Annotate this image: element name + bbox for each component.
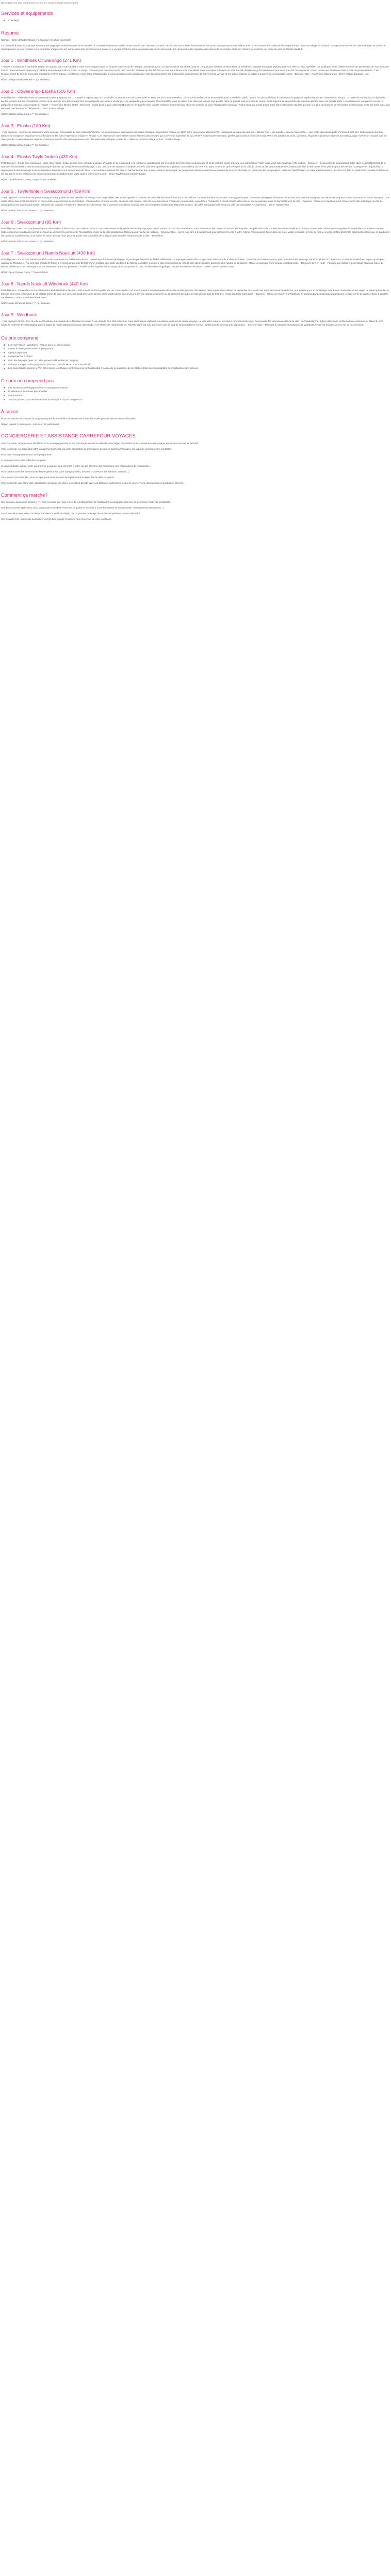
day-3-text: - Petit déjeuner - Journée de safari dans votre véhicule. Découverte du parc national d'Etosha, l'un des principaux sanctuaires animaliers d'Afrique, et proclamé réserve en 1907 par le gouverneur allemand Von Lindequist. Le cœur du parc est « Etosha Pan », qui signifie « lieu de l'eau sèche », une vaste dépression plate d'environ 5 000 km². Cette grande étendue blanche au mirages et truqueuse se confondant en fait avec l'expérience unique en Afrique ! 144 espèces de mammifères sont présentes dans ce parc qui couvre une superficie de 22 270 km². Cette locale éléphants, girafes, gnous bleus, rhinocéros noir. Parmi les prédateurs, lions, guépards, léopards et plusieurs espèces de chat sauvage. Hyènes et chacals sont les charognards. Il existe diverses espèces d'antilopes dont le rôle est majestueuse à la plus petite des antilopes, le dik-dik. - Déjeuner : Etosha Village - Dîner : Etosha Village bbox=[1, 130, 387, 141]
day-1-text: - Accueil et assistance à l'aéroport. Départ en autocar avec votre guide). Il vous accompagnera tout au long de votre circuit de l'aéroport Windhoek (Jour 1) à l'aéroport de Windhoek (Jour 9) - À quelques dizaines de kilomètres de Windhoek, la petite bourgade d'Okahandja vous offre un stop agréable. Les boutiques de la célèbre sont en vue permettent de vous délasser tout en ordonnant avec beaucoup d'habileté avant de reprendre la route. Le Lodge, construit pour concerter sur la petit nord de l'artisanal qui but fait face et dont les artisans sont spécialisés dans le sculpture d'objets en bois. La ville d'Otjiwarongo fut initialement une base pour les missionnaires, et son histoire est étroitement liée à celle du peuple Herero. C'est l'emplacement de l'un de leurs plus importants centres tribaux. À l'intérieur et à la sortie d'Okahandja, les deux petits marchés artisanaux, sont des lieux prisés par les touristes en recherche de souvenirs de voyage et les achats réalisés ici aident à soutenir la communauté locale. - Déjeuner libre - Route pour Otjiwarongo - Dîner: Village Boutique Hôtel bbox=[1, 65, 389, 75]
day-7-title: Jour 7 : Swakopmund Namib Naukluft (430 Km) bbox=[1, 250, 95, 256]
services-list bbox=[1, 19, 390, 23]
concierge-bullet: Vous pouvez par exemple, vous occuper pour vous, de votre enregistrement en ligne dès la veille du départ bbox=[1, 476, 114, 479]
list-item: Tout ce qui n'est pas mentionné dans la rubrique « Ce prix comprend » bbox=[1, 398, 390, 402]
day-8-text: Petit déjeuner - Entrée dans le Parc National Namib Naukluft à Sesriem - Découverte de l'incroyable site de « Sossusvlei » où vous trouverez les plus hautes dunes du monde (plus de 300 mètres) dans le plus vieux désert de la planète ! Le Namib est aussi la mouvance de l'ocre, une palette qui a un fantastique aux dunes constituées d'une vague de sable qui évolue en fonction des vents. Ascension de la célèbre Dune 45 pour une vue époustouflante sur le désert. Visite du Deadvlei, une ancienne cuvette argileuse blanche où se dressent des arbres morts depuis plus de 900 ans, créant un décor surréaliste. - Déjeuner - Route de retour vers Windhoek en passant par des paysages grandioses. Arrivée en fin de journée dans la capitale namibienne. - Dîner: Avani Windhoek Hotel bbox=[1, 289, 390, 299]
includes-title: Ce prix comprend bbox=[1, 335, 39, 341]
list-item: Les excédents de bagages selon la compagnie aérienne bbox=[1, 386, 390, 390]
day-6-text: Petit déjeuner 07H00 - Embarquement pour une croisière à destination de « Pelican Point ». Les eaux calmes du lagon de Walvis Bay regorgent de vie marine. À bord de votre bateau, vous observerez les otaries à fourrure, les dauphins, les pélicans et de nombreuses autres espèces d'oiseaux marins. Des huîtres accompagnées de vin pétillant vous seront servies. Cette expérience inoubliable permet à chacun de découvrir la richesse de l'écosystème marin de la côte namibienne. Retour au port en fin de matinée. - Déjeuner libre - Après-midi libre à Swakopmund pour découvrir la ville à votre rythme. Vous pourrez flâner dans les rues, visiter le musée, le front de mer ou encore profiter d'activités optionnelles telles que le quad dans les dunes, le sandboarding ou le survol en avion. Le soir, vous pourrez goûter aux spécialités de la région dans l'un des restaurants de la ville. - Dîner libre bbox=[1, 227, 390, 237]
day-9-title: Jour 9 : Windhoek bbox=[1, 312, 37, 317]
day-8-title: Jour 8 : Namib Naukluft Windhoek (440 Km) bbox=[1, 281, 88, 286]
list-item: Guide et transport selon programme (du Jour 1 Windhoek au Jour 9 Windhoek) bbox=[1, 363, 390, 367]
day-7-hotel: Hôtel : Desert Quiver Camp *** (ou similaire) bbox=[1, 270, 48, 274]
day-5-text: - Petit déjeuner - Visite d'un site paléontologique remarquable, la forêt pétrifiée, lui le long d'une large vallée, des arbres appelés Cordaites, de la famille des Pins, furent il y a 125 millions d'années étendus durant des crues gigantesques. Provenant de régions lointaines ces arbres, dont certains atteignent 30 mètres de longueur et sont convertis en pierre. Marques d'une vallée et leur bois s'est transformé en pierre grâce au processus de silicification - Continuation vers Uis. La ville, ancienne ville minière, doit son nom au minerai d'étain qui y était extrait. Aujourd'hui, l'extraction a cessé mais la ville reste un lieu de passage entre le Damaraland et la côte. - Déjeuner - Route vers Swakopmund. Située sur la côte atlantique, la ville de Swakopmund est la principale station balnéaire de Namibie. Fondée en 1892 par les Allemands, elle a conservé un charme colonial. Ses rues élégantes bordées de bâtiments anciens, de cafés et boutiques donnent à la ville une atmosphère européenne. - Dîner: Atlantic Villa bbox=[1, 196, 390, 206]
list-item: Parc des bagages (avec un hébergement indépendant et camping) bbox=[1, 359, 390, 363]
list-item: 8 nuits d'hébergement selon le programme bbox=[1, 347, 390, 351]
day-4-text: Petit déjeuner - Route pour Kamanjab - Visite d'un village Himba, peuple semi-nomade originaire d'Angola et du Kaokoland. Les Himba se caractérisent par leur allure très fière, leurs peaux rouge et leurs coiffures ayant chacune une signification. Votre guide vous initiera à toute cette culture. - Déjeuner - Découverte du Damaraland, Situé dans le quart Nord-Est de la Namibie, le Damaraland doit son nom au peuple damara qui compose l'essentiel du pays. C'est une zone de transition, inhabitée, entre la côte des squelettes et le plateau broussailleux du centre du pays. À mesure qu'il s'éloigne de la côte, le climat se fait plus probablement, laissant derrière lui les dunes et les plaines pour des roches montagnes et. Aujourd'hui, la région n'est le dernier refuge où l'on vit quelque rhinocéros noir et éléphants du désert. Ces animaux survivent le plus en harmonie pour leur source. Visite et des peuple, le Damaraland révèle de nombreux témoins de la roche et révèle (ou gravures) des des peuples - Visite de Twyfelfontein, au cœur du Damaraland, inscrit sur la liste du patrimoine mondial de l'Unesco. Ce site gravé et ses centaines de gravures rupestres constituent une vaste galerie d'art à ciel ouvert. - Dîner: Twyfelfontein Country Lodge bbox=[1, 161, 389, 175]
summary-text: Ce circuit de 8 nuits vous plonge au coeur des paysages emblématiques de la Namibie. À combiner l'observation de la faune dans le parc national d'Etosha, réputé pour ses scènes étonnantes et ses points d'eau propices aux safaris, avec la découverte des traditions du peuple Himba dans une village reconstitué. Vous poursuivrez vers la côte atlantique et la ville de Swakopmund, où une croisière vous permettra d'approcher les otaries dans leur environnement naturel. Le voyage s'achève dans la somptueuse désert du Namib, à la découverte des majestueuses dunes de Sossusvlei et de son célèbre lac asséché, au coeur du parc du Namib-Naukluft. bbox=[1, 44, 386, 50]
summary-title: Résumé bbox=[1, 30, 19, 36]
day-3-hotel: Hôtel : Etosha Village Lodge *** (ou similaire) bbox=[1, 143, 49, 146]
day-1-title: Jour 1 : Windhoek Otjiwarongo (271 Km) bbox=[1, 57, 82, 63]
day-5-hotel: Hôtel : Atlantic Villa Guest House *** (ou similaire) bbox=[1, 209, 54, 212]
list-item: Les vols France - Windhoek - France avec ou sans escales bbox=[1, 343, 390, 347]
day-2-hotel: Hôtel : Etosha Village Lodge *** (ou similaire) bbox=[1, 112, 49, 115]
how-text: Une nouvelle fois, nous vous souhaitons un très bon voyage et laissez-vous remercier de votre confiance. bbox=[1, 518, 112, 521]
list-item: Les boissons bbox=[1, 394, 390, 398]
savoir-text: Pour des raisons techniques, le programme peut être modifié ou inversé mais toutes les visites prévues seront toutes effectuées. bbox=[1, 417, 136, 420]
excludes-title: Ce prix ne comprend pas bbox=[1, 378, 54, 383]
savoir-departure: Départ garanti 2 participants - maximum 16 participants bbox=[1, 423, 59, 426]
concierge-availability: Votre concierge est disponible 24/7, uniquement par chat, via votre application de messagerie sécurisée Carrefour Voyages, sur laquelle vous pouvez le contacter : bbox=[1, 448, 172, 451]
day-4-hotel: Hôtel : Twyfelfontein Country Lodge *** (ou similaire) bbox=[1, 178, 56, 181]
list-item: 6 déjeuners et 7 dîners bbox=[1, 354, 390, 359]
summary-subtitle: Namibie - Entre désert mythique, vie sauvage et culture ancestrale bbox=[1, 38, 71, 41]
page bbox=[0, 0, 391, 526]
list-item: Pourboires et dépenses personnelles bbox=[1, 389, 390, 394]
breadcrumb[interactable]: Description Ce prix comprend / Ce prix ne comprend pas Conciergerie bbox=[1, 2, 78, 5]
how-text: Une fois connecté après deux clics, vous pourrez modifier votre mot de passe et accéder à vos informations de voyage (vols, hébergements, documents...) bbox=[1, 506, 164, 510]
day-7-text: Petit déjeuner - Route pour Namib-Naukluft - Découverte de la « Vallée de la lune », une étrange formation géologique façonnée par l'érosion au fil des millénaires. Le paysage lunaire offre un spectacle saisissant de roches sculptées. Traversée du Kuiseb Canyon, puis du Gaub Pass. Passage par le Tropique du Capricorne. Le Namib-Naukluft est le plus grand parc national de Namibie, et l'un des plus grands d'Afrique. Il s'étend sur près de 50 000 km² et englobe une partie du désert du Namib, considéré comme le plus vieux désert du monde. Ses dunes rouges, parmi les plus hautes de la planète, offrent un paysage d'une beauté exceptionnelle. - Déjeuner libre en route - Passage par Solitaire, petit village perdu au milieu du désert, célèbre pour sa boulangerie et ses fameuses tartes aux pommes. - Arrivée en fin d'après-midi au lodge, situé aux portes du parc. Profitez d'un magnifique coucher de soleil sur le désert. - Dîner: Desert Quiver Camp bbox=[1, 258, 385, 268]
concierge-bullet: Si vous souhaitez ajouter votre programme ou ajouter des éléments à votre voyage (comme des excursions, des réservations de restaurants...) bbox=[1, 465, 152, 468]
concierge-intro: Avec Carrefour Voyages vous bénéficiez d'un accompagnement et nos concierges depuis la veille de votre départ et pendant toute la durée de votre voyage, un service innovant et exclusif. bbox=[1, 442, 199, 445]
list-item: Concierge bbox=[1, 19, 390, 23]
includes-list bbox=[1, 343, 390, 370]
concierge-bullet: Pour obtenir avoir des informations d'ordre général sur votre voyage (météo, horaires d'ouverture des services, conseils...) bbox=[1, 470, 129, 473]
day-3-title: Jour 3 : Etosha (180 Km) bbox=[1, 123, 51, 128]
day-4-title: Jour 4 : Etosha Twyfelfontein (435 Km) bbox=[1, 154, 77, 159]
day-6-hotel: Hôtel : Atlantic Villa Guest House *** (ou similaire) bbox=[1, 240, 54, 243]
savoir-title: À savoir bbox=[1, 409, 19, 415]
day-2-text: Petit déjeuner - Visite du centre de conservation des guépards, le C.C.F. Basé à Otjiwarongo, le « Cheetah Conservation Fund » a été créé en 1990 par le Dr. Laurie Marker. Ce centre de recherche et de sensibilisation accueille le public dans le but de sensibiliser à la situation du guépard, espèce hautement menacée en Afrique. La partie de leur habitat, la répression par les fermiers sur les considérant comme de la vermine et le braconnage font des guépards une espèce en danger. Les guépards qui ne peuvent être réhabilités dans la nature pour diverses raisons sont gardés dans de grands enclos à côté du centre. Belle opportunité de prendre de superbes photos avec ces grands félins. L'établissement tout pour la course, le guépard est l'animal le plus rapide au monde ! - Route pour Etosha (3:00) - Déjeuner - Safari dans le parc national d'Etosha en fin d'après-midi. Un des meilleurs moments pour observer la faune du parc est quand les animaux rendez-vous aux points d'eau. C'est dans cette partie du parc que l'on a le plus de chances de rencontrer les rhinocéros noirs, les lions, ainsi que de furtes concentrations d'éléphants. - Dîner: Etosha Village bbox=[1, 96, 390, 110]
day-6-title: Jour 6 : Swakopmund (95 Km) bbox=[1, 219, 61, 225]
excludes-list bbox=[1, 386, 390, 401]
day-9-text: - Petit déjeuner 08:30 - Tour de ville de Windhoek. La capitale de la Namibie se trouve à une altitude de 1 654 mètres au cœur du Khomas Highland, un plateau vallonné du centre du pays. La ville est le cœur et le moteur commercial du pays. Découverte des principaux sites de la ville : la Christuskirche, église luthérienne emblématique construite au début du XXe siècle, le Parlement (Tintenpalast), ancien palais de l'administration coloniale allemande, et le Musée de l'Indépendance. Flânerie dans les rues du centre-ville, le long de l'Independence Avenue, et découverte des marchés artisanaux. - Déjeuner libre - Transfert à l'aéroport international de Windhoek selon vos horaires de vol. Fin de nos services. bbox=[1, 319, 383, 326]
how-title: Comment ça marche? bbox=[1, 493, 48, 498]
concierge-note: Votre concierge que alors votre interlocuteur privilégié sur place, en relation directe avec nos différents partenaires locaux et nos services commerciaux et production internes. bbox=[1, 482, 184, 485]
services-title: Services et équipements bbox=[1, 11, 53, 16]
list-item: 8 petits déjeuners bbox=[1, 351, 390, 355]
day-2-title: Jour 2 : Otjiwarongo Etosha (505 Km) bbox=[1, 88, 75, 94]
concierge-bullet: Pour tous renseignements sur votre programme bbox=[1, 453, 52, 456]
how-text: Une semaine avant votre départ (J-7), vous recevrez par mail, le lien de téléchargement de l'application accompagné d'un lien de connexion et de vos identifiants. bbox=[1, 501, 171, 504]
day-1-hotel: Hôtel : Village Boutique Hotel *** (ou similaire) bbox=[1, 78, 50, 81]
day-5-title: Jour 5 : Twyfelfontein Swakopmund (439 Km) bbox=[1, 188, 91, 194]
concierge-title: CONCIERGERIE ET ASSISTANCE CARREFOUR VOYAGES bbox=[1, 433, 136, 439]
list-item: Les taxes locales comme la TVA et les taxes touristiques sont inclues au tarif applicable à la date de la réalisation de la cotation. Elles sont susceptibles de modification sans préavis bbox=[1, 366, 390, 370]
day-8-hotel: Hôtel : Avani Windhoek Hotel **** (ou similaire) bbox=[1, 301, 51, 304]
concierge-bullet: Si vous rencontrez des difficultés sur place bbox=[1, 459, 46, 462]
how-text: La conversation avec votre concierge s'activera la veille du départ par un premier message de sa part auquel vous pourrez répondre. bbox=[1, 512, 141, 515]
